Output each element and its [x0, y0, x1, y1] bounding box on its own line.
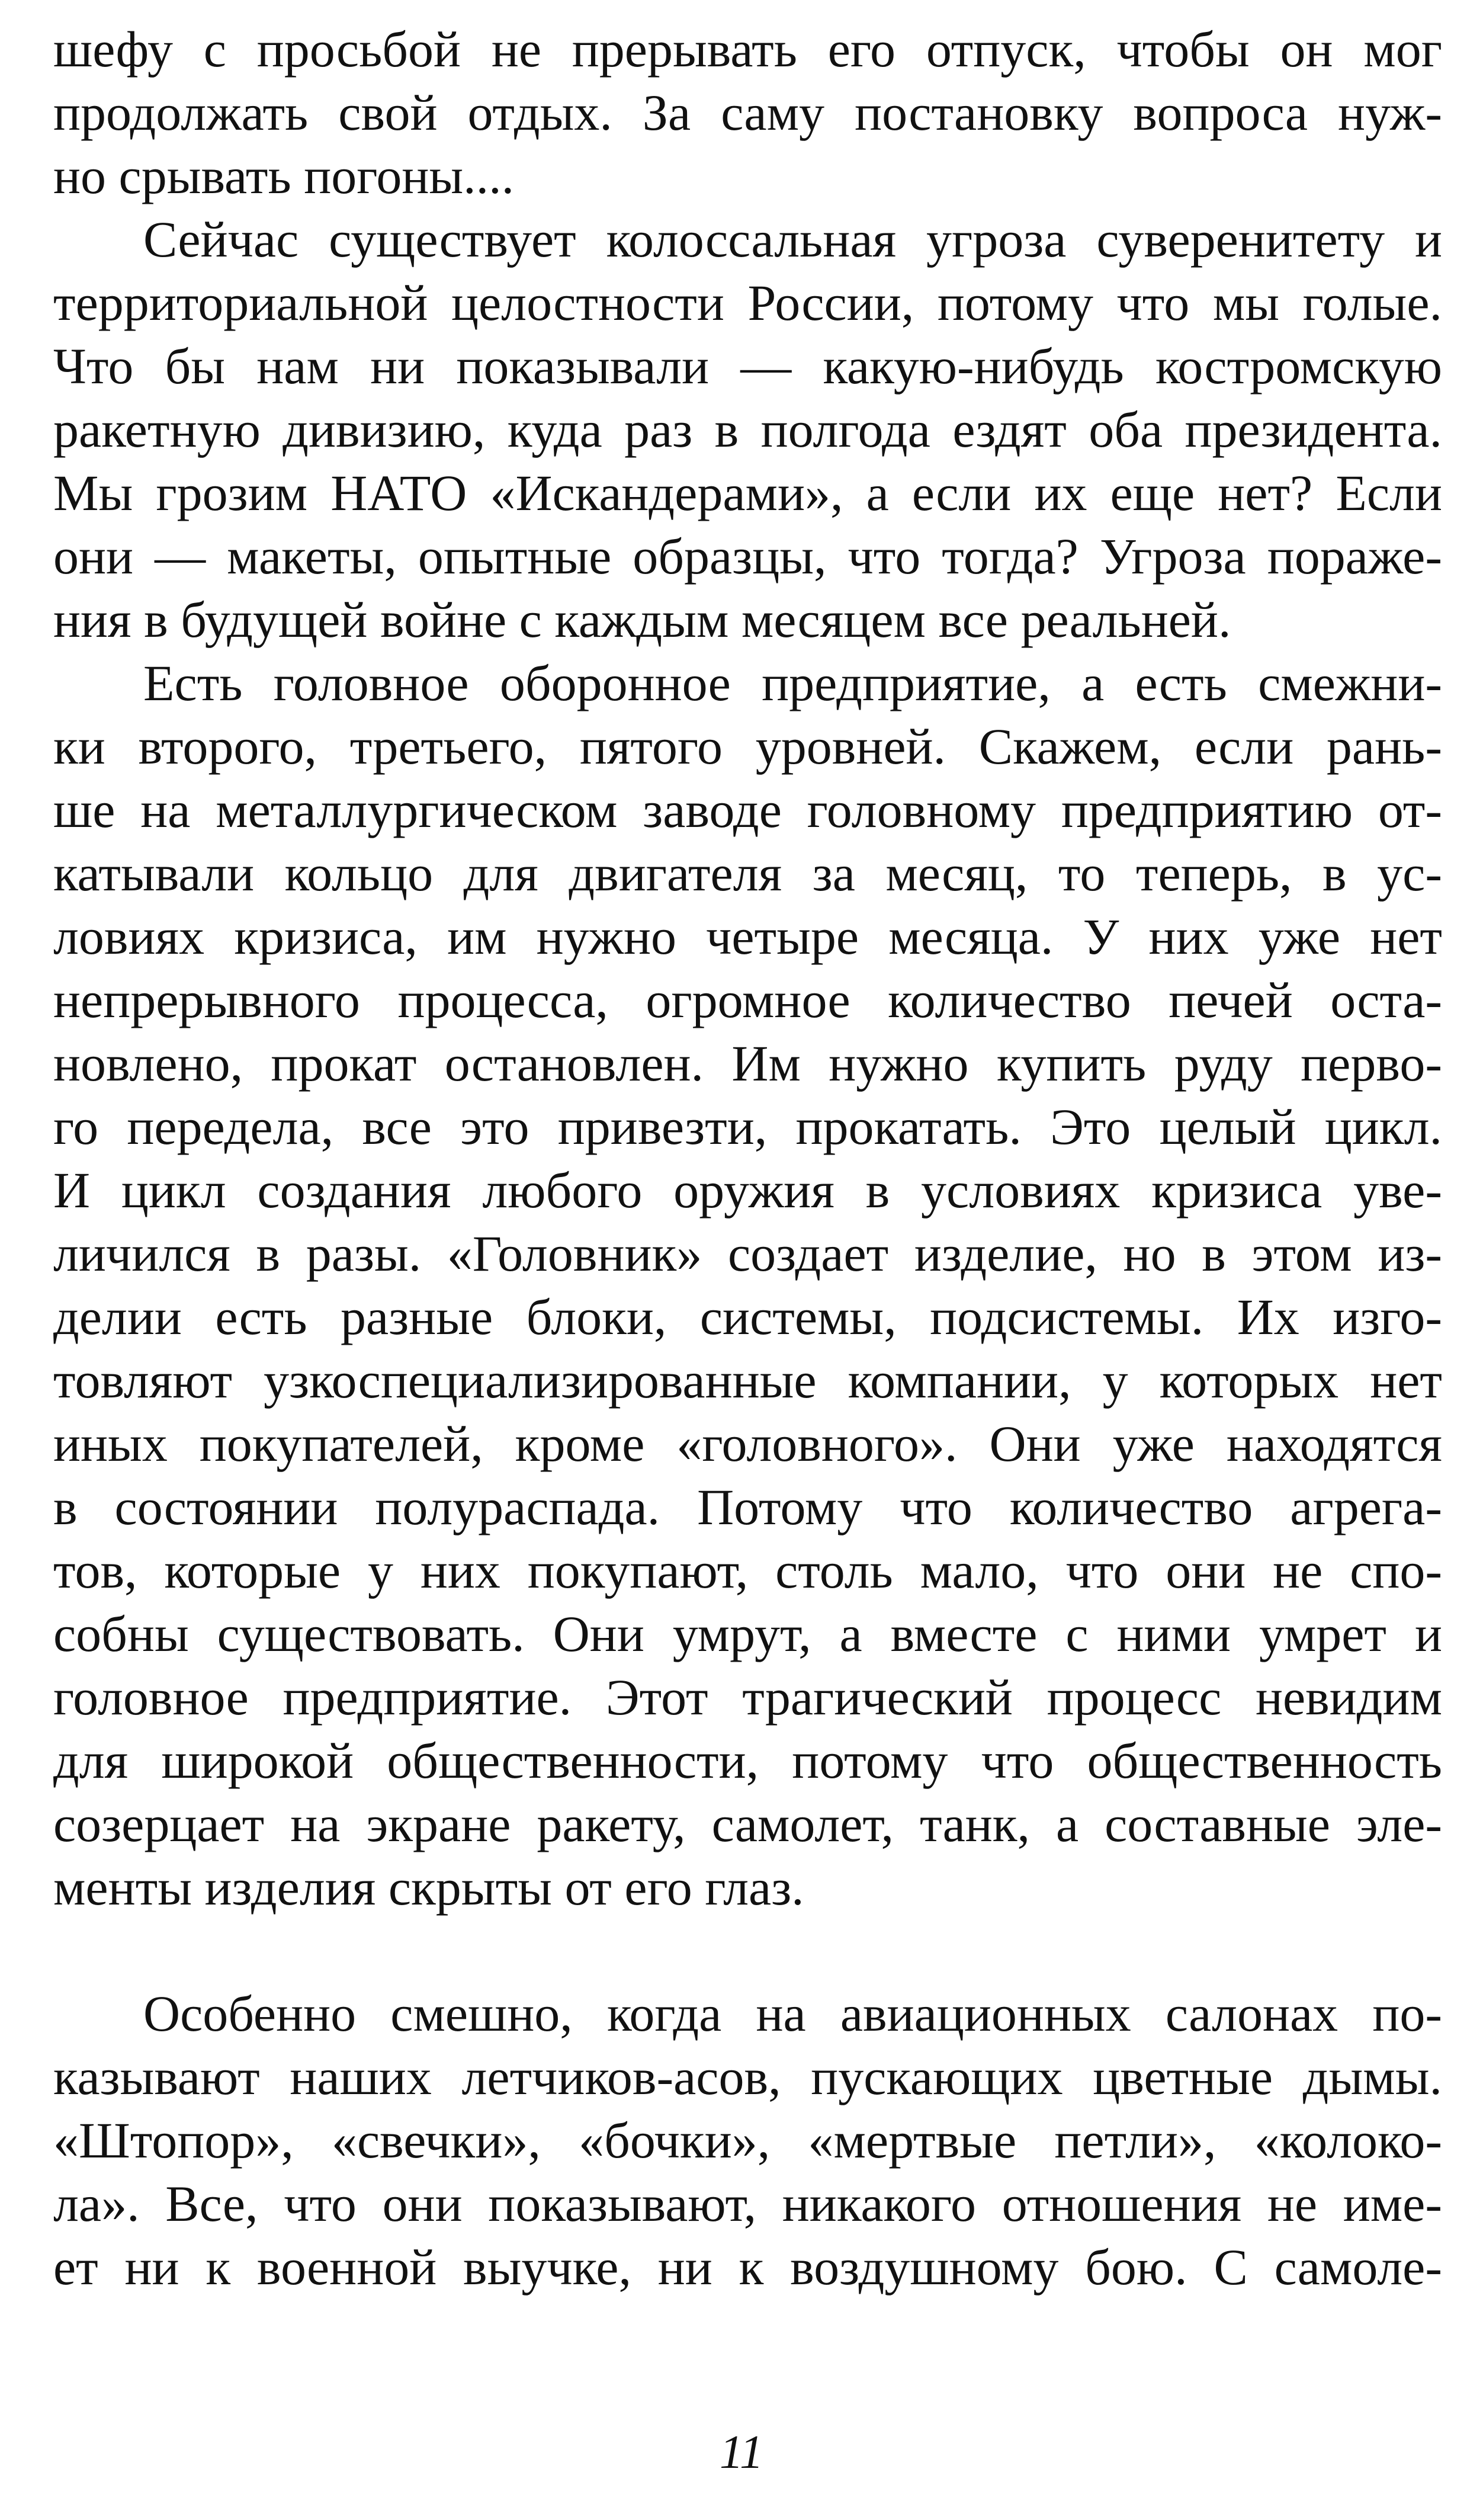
text-line: они — макеты, опытные образцы, что тогда? Угроза пораже-: [53, 528, 1442, 585]
text-line: новлено, прокат остановлен. Им нужно купить руду перво-: [53, 1035, 1442, 1092]
text-line: ловиях кризиса, им нужно четыре месяца. У них уже нет: [53, 908, 1442, 965]
text-line: ракетную дивизию, куда раз в полгода ездят оба президента.: [53, 401, 1442, 458]
text-line: но срывать погоны....: [53, 148, 515, 204]
text-line: казывают наших летчиков-асов, пускающих цветные дымы.: [53, 2048, 1442, 2105]
text-line: Особенно смешно, когда на авиационных салонах по-: [143, 1985, 1442, 2042]
text-line: ет ни к военной выучке, ни к воздушному бою. С самоле-: [53, 2239, 1442, 2295]
text-line: созерцает на экране ракету, самолет, танк, а составные эле-: [53, 1796, 1442, 1852]
text-line: И цикл создания любого оружия в условиях кризиса уве-: [53, 1162, 1442, 1219]
section-gap: [53, 1919, 1442, 1982]
text-line: Мы грозим НАТО «Искандерами», а если их еще нет? Если: [53, 464, 1442, 521]
text-line: собны существовать. Они умрут, а вместе с ними умрет и: [53, 1605, 1442, 1662]
text-line: менты изделия скрыты от его глаз.: [53, 1859, 804, 1916]
text-line: для широкой общественности, потому что общественность: [53, 1732, 1442, 1789]
text-line: личился в разы. «Головник» создает изделие, но в этом из-: [53, 1225, 1442, 1282]
text-line: головное предприятие. Этот трагический процесс невидим: [53, 1669, 1442, 1726]
paragraph: [53, 18, 1442, 208]
text-line: Есть головное оборонное предприятие, а есть смежни-: [143, 655, 1442, 711]
paragraph: [53, 1982, 1442, 2299]
text-line: территориальной целостности России, потому что мы голые.: [53, 274, 1442, 331]
text-line: шефу с просьбой не прерывать его отпуск, чтобы он мог: [53, 21, 1442, 78]
text-line: продолжать свой отдых. За саму постановку вопроса нуж-: [53, 84, 1442, 141]
page-text: [53, 18, 1442, 2299]
text-line: непрерывного процесса, огромное количество печей оста-: [53, 972, 1442, 1028]
text-line: ла». Все, что они показывают, никакого отношения не име-: [53, 2175, 1442, 2232]
text-line: катывали кольцо для двигателя за месяц, то теперь, в ус-: [53, 845, 1442, 902]
text-line: «Штопор», «свечки», «бочки», «мертвые петли», «колоко-: [53, 2112, 1442, 2169]
text-line: Сейчас существует колоссальная угроза суверенитету и: [143, 211, 1442, 268]
text-line: делии есть разные блоки, системы, подсистемы. Их изго-: [53, 1288, 1442, 1345]
text-line: иных покупателей, кроме «головного». Они уже находятся: [53, 1415, 1442, 1472]
text-line: ки второго, третьего, пятого уровней. Скажем, если рань-: [53, 718, 1442, 775]
text-line: в состоянии полураспада. Потому что количество агрега-: [53, 1479, 1442, 1535]
paragraph: [53, 652, 1442, 1919]
text-line: Что бы нам ни показывали — какую-нибудь костромскую: [53, 338, 1442, 395]
text-line: ния в будущей войне с каждым месяцем все реальней.: [53, 591, 1231, 648]
page-number: 11: [719, 2426, 764, 2479]
text-line: товляют узкоспециализированные компании, у которых нет: [53, 1352, 1442, 1409]
paragraph: [53, 208, 1442, 652]
text-line: го передела, все это привезти, прокатать. Это целый цикл.: [53, 1098, 1442, 1155]
text-line: ше на металлургическом заводе головному предприятию от-: [53, 781, 1442, 838]
text-line: тов, которые у них покупают, столь мало, что они не спо-: [53, 1542, 1442, 1599]
